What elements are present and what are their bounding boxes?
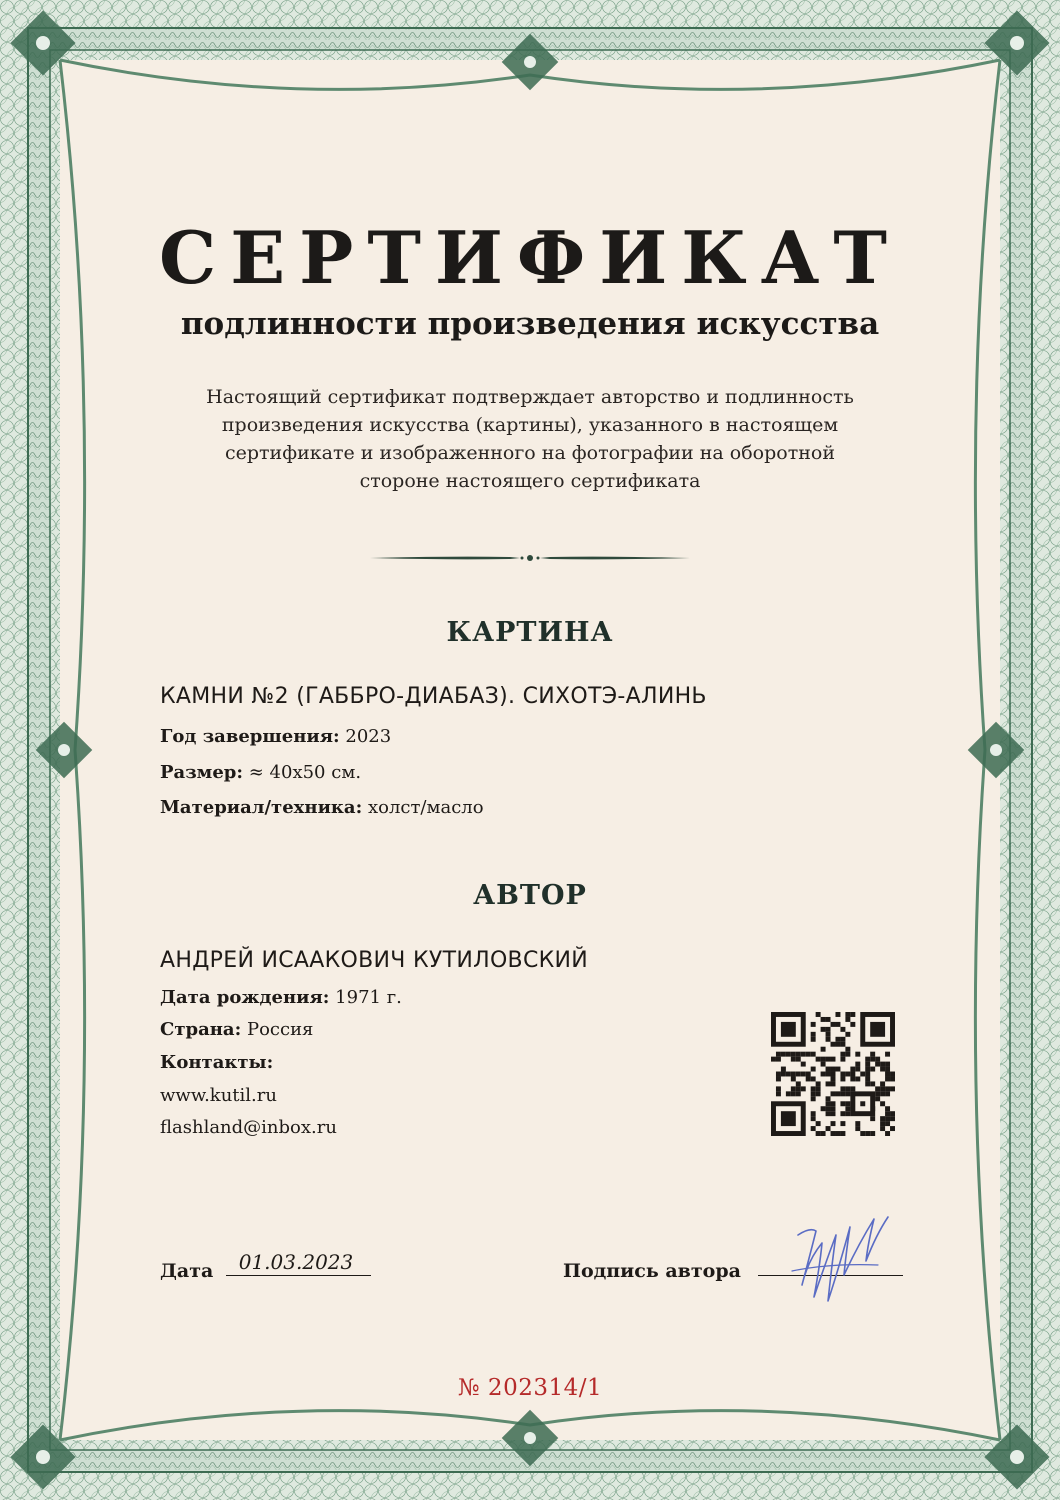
contact-email[interactable]: flashland@inbox.ru bbox=[160, 1117, 337, 1138]
author-field bbox=[160, 1019, 313, 1040]
certificate-title: СЕРТИФИКАТ bbox=[159, 215, 901, 300]
field-label: Дата рождения: bbox=[160, 987, 330, 1008]
field-label: Год завершения: bbox=[160, 726, 340, 747]
ornamental-divider bbox=[370, 551, 690, 565]
author-heading: АВТОР bbox=[473, 880, 587, 911]
date-underline bbox=[226, 1275, 371, 1276]
intro-line: Настоящий сертификат подтверждает авторство и подлинность bbox=[206, 386, 854, 408]
painting-heading: КАРТИНА bbox=[446, 617, 614, 648]
serial-number: № 202314/1 bbox=[457, 1375, 603, 1401]
field-value: Россия bbox=[246, 1019, 314, 1040]
field-value: 2023 bbox=[345, 726, 392, 747]
intro-text bbox=[170, 383, 890, 495]
date-label: Дата bbox=[160, 1260, 214, 1282]
contact-website[interactable]: www.kutil.ru bbox=[160, 1085, 277, 1106]
intro-line: произведения искусства (картины), указанного в настоящем bbox=[221, 414, 839, 436]
painting-name: КАМНИ №2 (ГАББРО-ДИАБАЗ). СИХОТЭ-АЛИНЬ bbox=[160, 684, 707, 709]
painting-field bbox=[160, 726, 391, 747]
signature-label: Подпись автора bbox=[563, 1260, 741, 1282]
field-label: Размер: bbox=[160, 762, 244, 783]
field-value: ≈ 40х50 см. bbox=[248, 762, 362, 783]
painting-field bbox=[160, 762, 361, 783]
intro-line: стороне настоящего сертификата bbox=[359, 470, 701, 492]
field-label: Контакты: bbox=[160, 1052, 274, 1073]
author-signature bbox=[780, 1205, 900, 1315]
author-field bbox=[160, 987, 402, 1008]
field-label: Материал/техника: bbox=[160, 797, 363, 818]
field-value: холст/масло bbox=[367, 797, 484, 818]
field-value: 1971 г. bbox=[335, 987, 402, 1008]
author-field bbox=[160, 1052, 273, 1073]
qr-code[interactable] bbox=[771, 1012, 895, 1136]
author-name: АНДРЕЙ ИСААКОВИЧ КУТИЛОВСКИЙ bbox=[160, 948, 589, 973]
painting-field bbox=[160, 797, 484, 818]
certificate-subtitle: подлинности произведения искусства bbox=[180, 306, 880, 342]
field-label: Страна: bbox=[160, 1019, 242, 1040]
intro-line: сертификате и изображенного на фотографии на оборотной bbox=[225, 442, 835, 464]
date-value: 01.03.2023 bbox=[238, 1250, 354, 1274]
